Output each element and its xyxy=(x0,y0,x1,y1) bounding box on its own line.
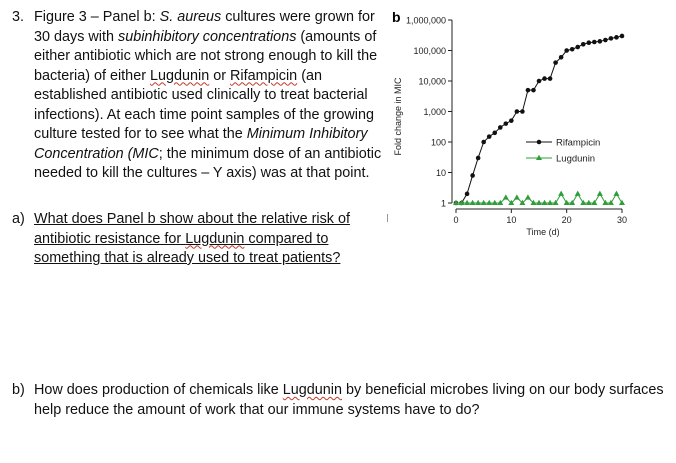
data-point xyxy=(598,39,603,44)
data-point xyxy=(575,45,580,50)
y-axis-label: Fold change in MIC xyxy=(393,77,403,156)
data-point xyxy=(486,200,492,205)
data-point xyxy=(525,194,531,199)
data-point xyxy=(608,200,614,205)
legend-label: Rifampicin xyxy=(556,137,601,149)
data-point xyxy=(569,200,575,205)
spellcheck-word[interactable]: Lugdunin xyxy=(185,230,245,247)
data-point xyxy=(591,200,597,205)
question-3 xyxy=(12,8,382,184)
data-point xyxy=(575,191,581,196)
x-tick-label: 10 xyxy=(506,215,517,225)
data-point xyxy=(526,88,531,93)
data-point xyxy=(558,191,564,196)
data-point xyxy=(581,42,586,47)
data-point xyxy=(542,76,547,81)
data-point xyxy=(481,200,487,205)
y-tick-label: 10 xyxy=(435,168,446,178)
data-point xyxy=(492,131,497,136)
x-axis-label: Time (d) xyxy=(526,227,560,237)
data-point xyxy=(520,109,525,114)
data-point xyxy=(580,200,586,205)
data-point xyxy=(603,38,608,43)
data-point xyxy=(481,140,486,145)
data-point xyxy=(592,40,597,45)
spellcheck-word[interactable]: Lugdunin xyxy=(282,382,342,398)
legend-marker xyxy=(536,155,542,160)
data-point xyxy=(597,191,603,196)
y-tick-label: 1,000 xyxy=(423,107,446,117)
data-point xyxy=(464,200,470,205)
data-point xyxy=(553,60,558,65)
data-point xyxy=(609,36,614,41)
data-point xyxy=(586,200,592,205)
x-tick-label: 20 xyxy=(561,215,572,225)
spellcheck-word[interactable]: Rifampicin xyxy=(230,67,298,84)
data-point xyxy=(564,48,569,53)
data-point xyxy=(509,118,514,123)
data-point xyxy=(470,173,475,178)
data-point xyxy=(570,47,575,52)
spellcheck-word[interactable]: Lugdunin xyxy=(149,67,210,84)
data-point xyxy=(553,200,559,205)
data-point xyxy=(498,125,503,130)
data-point xyxy=(548,76,553,81)
x-tick-label: 0 xyxy=(453,215,459,225)
question-b-label: b) xyxy=(12,382,25,398)
data-point xyxy=(542,200,548,205)
data-point xyxy=(559,55,564,60)
data-point xyxy=(602,200,608,205)
question-a-text: What does Panel b show about the relative risk of antibiotic resistance for Lugdunin compared to something that is already used to treat patients? xyxy=(34,211,350,266)
y-tick-label: 100 xyxy=(430,137,446,148)
data-point xyxy=(465,192,470,197)
data-point xyxy=(547,200,553,205)
panel-label: b xyxy=(392,9,401,25)
data-point xyxy=(531,88,536,93)
mic-line-chart xyxy=(386,0,636,250)
x-tick-label: 30 xyxy=(616,215,628,225)
series-line xyxy=(456,36,622,203)
data-point xyxy=(514,194,520,199)
question-a-label: a) xyxy=(12,211,25,227)
question-b xyxy=(12,381,672,420)
data-point xyxy=(620,34,625,39)
question-a xyxy=(12,210,382,269)
data-point xyxy=(487,134,492,139)
data-point xyxy=(537,79,542,84)
data-point xyxy=(619,200,625,205)
data-point xyxy=(613,191,619,196)
data-point xyxy=(536,200,542,205)
data-point xyxy=(504,121,509,126)
question-number: 3. xyxy=(12,9,25,25)
data-point xyxy=(614,35,619,40)
question-3-text: Figure 3 – Panel b: S. aureus cultures were grown for 30 days with subinhibitory concentrations (amounts of either antibiotic which are not strong enough to kill the bacteria) of either Lugdunin or Rifampicin (an established antibiotic used clinically to treat bacterial infections). At each time point samples of the growing culture tested for to see what the Minimum Inhibitory Concentration (MIC; the minimum dose of an antibiotic needed to kill the cultures – Y axis) was at that point. xyxy=(34,9,382,181)
legend-marker xyxy=(537,140,542,145)
question-b-text: How does production of chemicals like Lugdunin by beneficial microbes living on our body surfaces help reduce the amount of work that our immune systems have to do? xyxy=(34,382,664,418)
data-point xyxy=(492,200,498,205)
data-point xyxy=(503,194,509,199)
legend-label: Lugdunin xyxy=(556,153,596,165)
data-point xyxy=(475,200,481,205)
data-point xyxy=(515,109,520,114)
data-point xyxy=(587,40,592,45)
data-point xyxy=(476,156,481,161)
y-tick-label: 10,000 xyxy=(418,76,446,87)
y-tick-label: 100,000 xyxy=(413,46,446,56)
y-tick-label: 1 xyxy=(440,198,446,209)
y-tick-label: 1,000,000 xyxy=(405,15,446,26)
data-point xyxy=(564,200,570,205)
data-point xyxy=(470,200,476,205)
